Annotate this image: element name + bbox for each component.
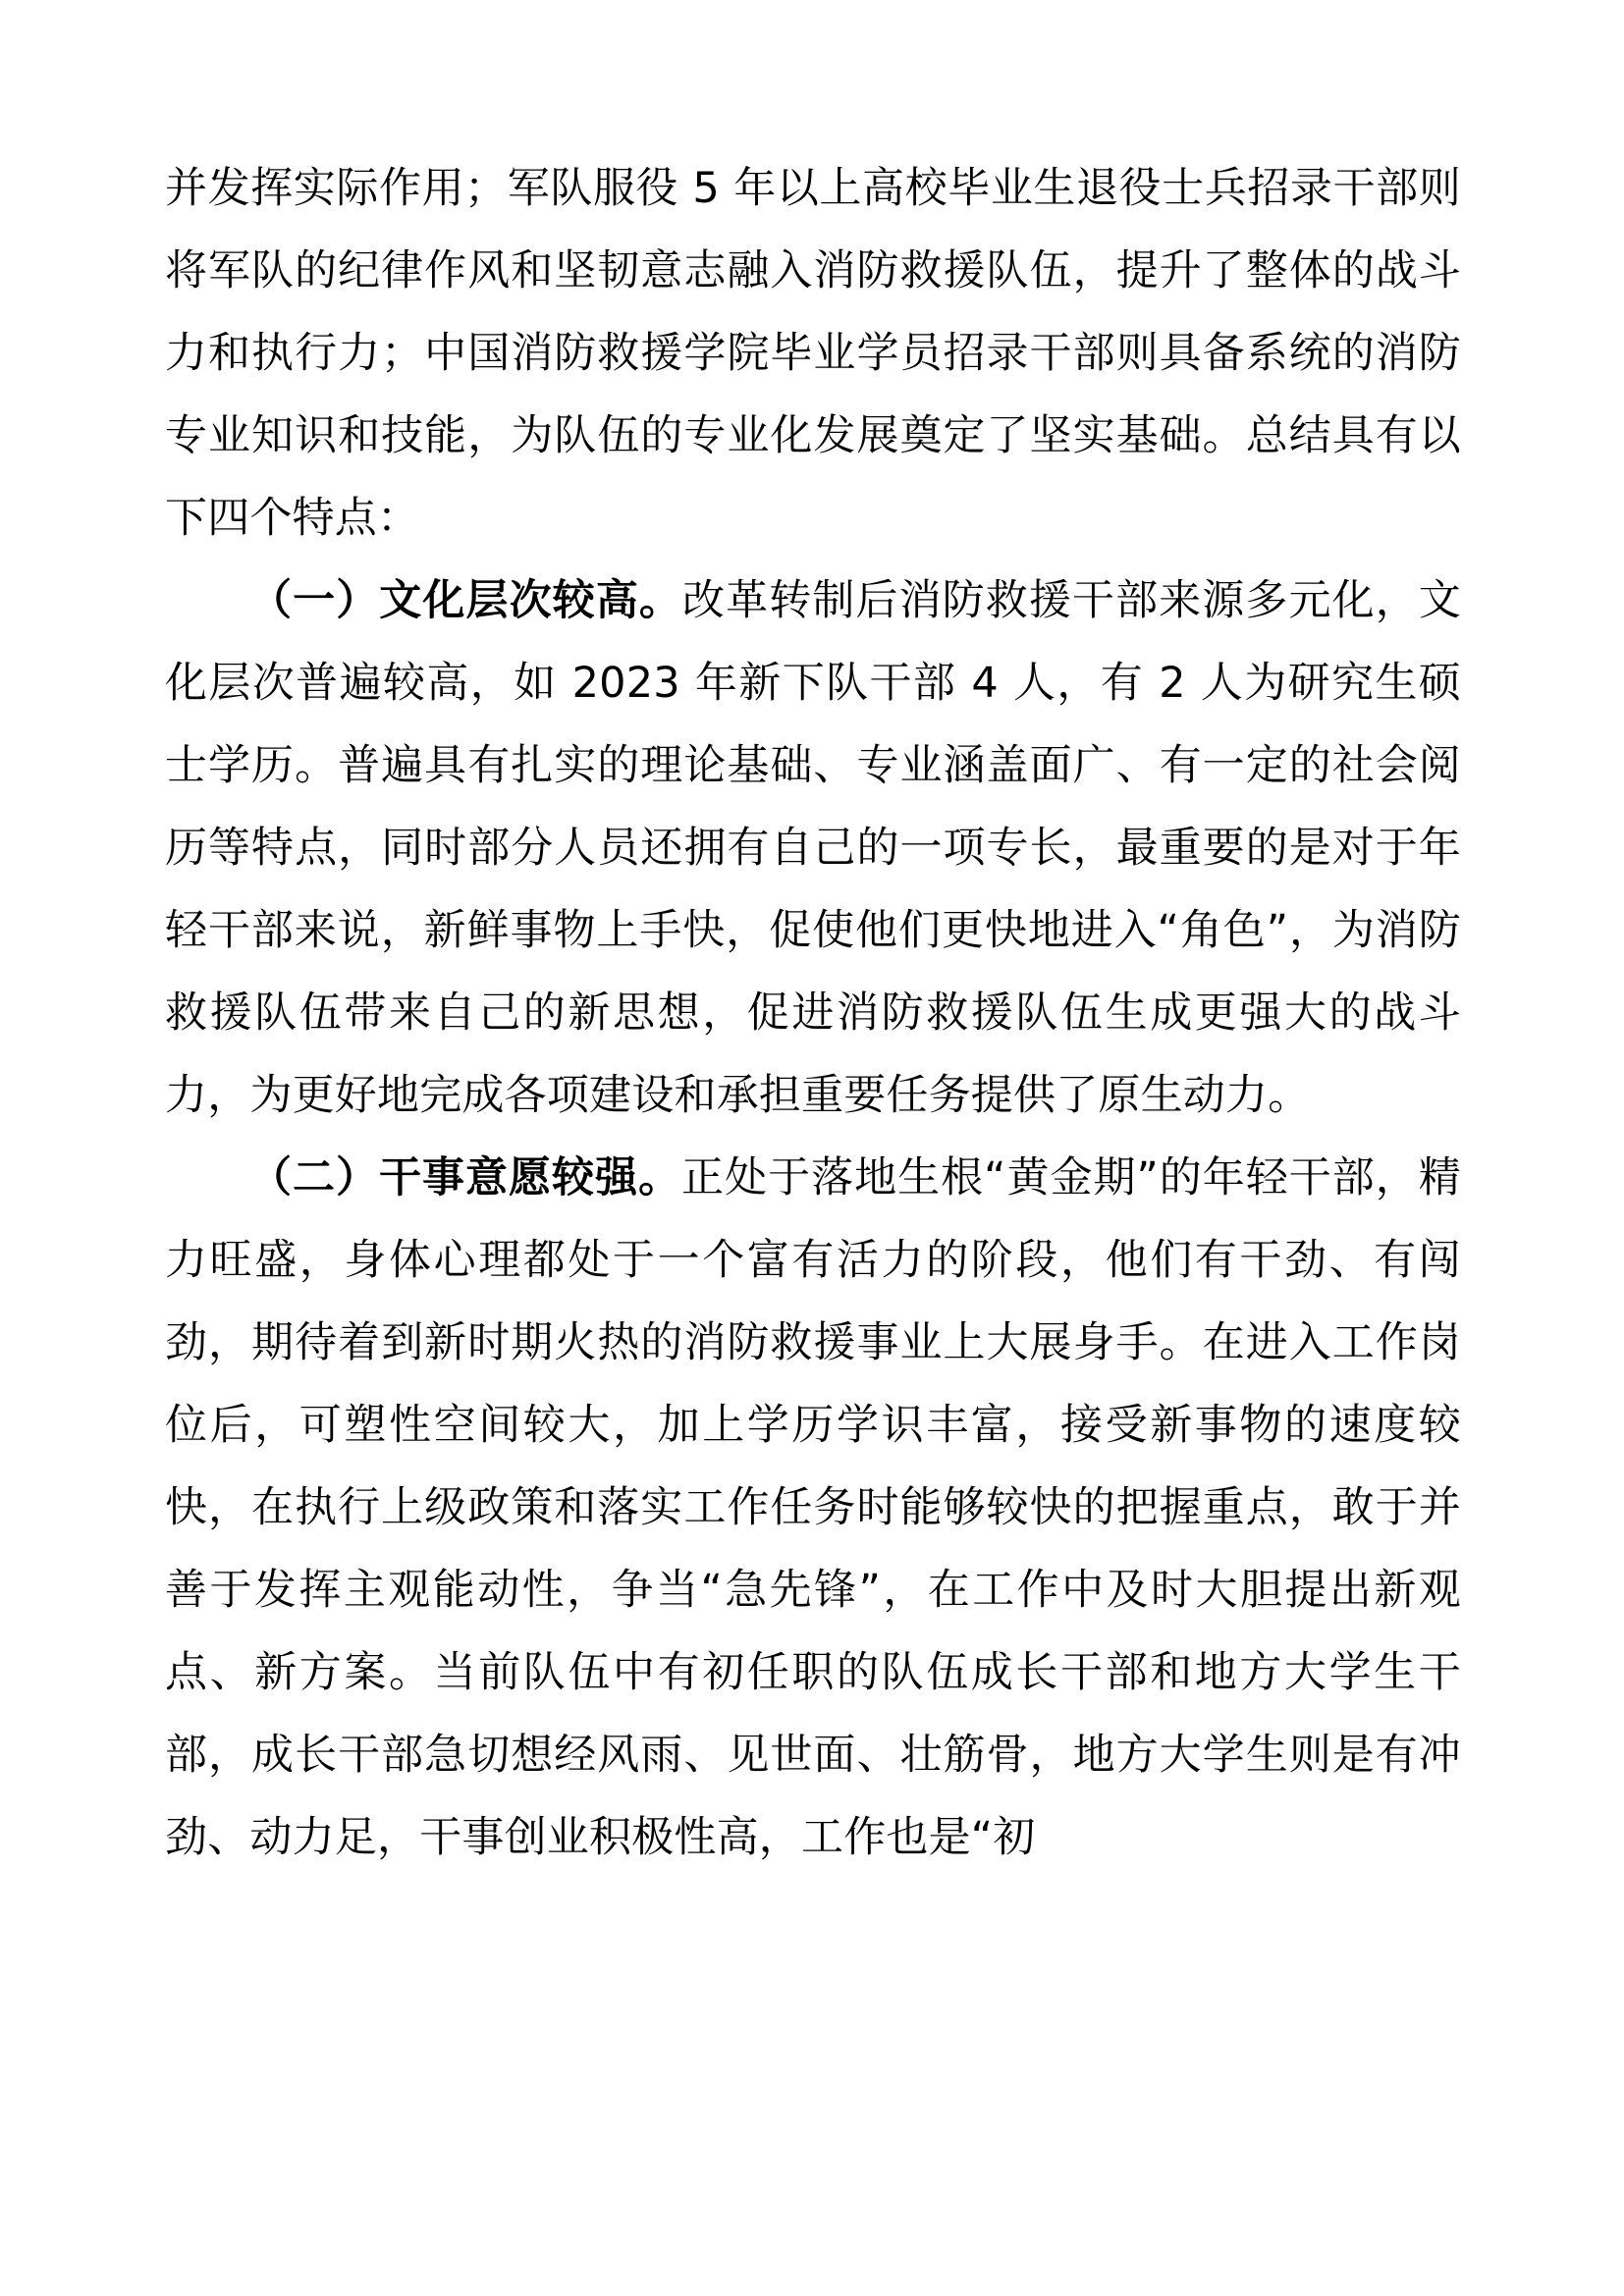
paragraph-text: 改革转制后消防救援干部来源多元化，文化层次普遍较高，如 2023 年新下队干部 4 人，有 2 人为研究生硕士学历。普遍具有扎实的理论基础、专业涵盖面广、有一定的社会阅历等特点，同时部分人员还拥有自己的一项专长，最重要的是对于年轻干部来说，新鲜事物上手快，促使他们更快地进入“角色”，为消防救援队伍带来自己的新思想，促进消防救援队伍生成更强大的战斗力，为更好地完成各项建设和承担重要任务提供了原生动力。 xyxy=(165,576,1462,1120)
paragraph-text: 正处于落地生根“黄金期”的年轻干部，精力旺盛，身体心理都处于一个富有活力的阶段，他们有干劲、有闯劲，期待着到新时期火热的消防救援事业上大展身手。在进入工作岗位后，可塑性空间较大，加上学历学识丰富，接受新事物的速度较快，在执行上级政策和落实工作任务时能够较快的把握重点，敢于并善于发挥主观能动性，争当“急先锋”，在工作中及时大胆提出新观点、新方案。当前队伍中有初任职的队伍成长干部和地方大学生干部，成长干部急切想经风雨、见世面、壮筋骨，地方大学生则是有冲劲、动力足，干事创业积极性高，工作也是“初 xyxy=(165,1153,1462,1862)
paragraph-text: 并发挥实际作用；军队服役 5 年以上高校毕业生退役士兵招录干部则将军队的纪律作风和坚韧意志融入消防救援队伍，提升了整体的战斗力和执行力；中国消防救援学院毕业学员招录干部则具备系统的消防专业知识和技能，为队伍的专业化发展奠定了坚实基础。总结具有以下四个特点： xyxy=(165,164,1461,543)
paragraph-continued-opening xyxy=(165,147,1461,560)
paragraph-section-one xyxy=(165,560,1461,1137)
section-heading-one: （一）文化层次较高。 xyxy=(249,576,683,625)
document-body-column xyxy=(165,147,1461,1879)
paragraph-section-two xyxy=(165,1137,1461,1879)
section-heading-two: （二）干事意愿较强。 xyxy=(249,1153,682,1202)
